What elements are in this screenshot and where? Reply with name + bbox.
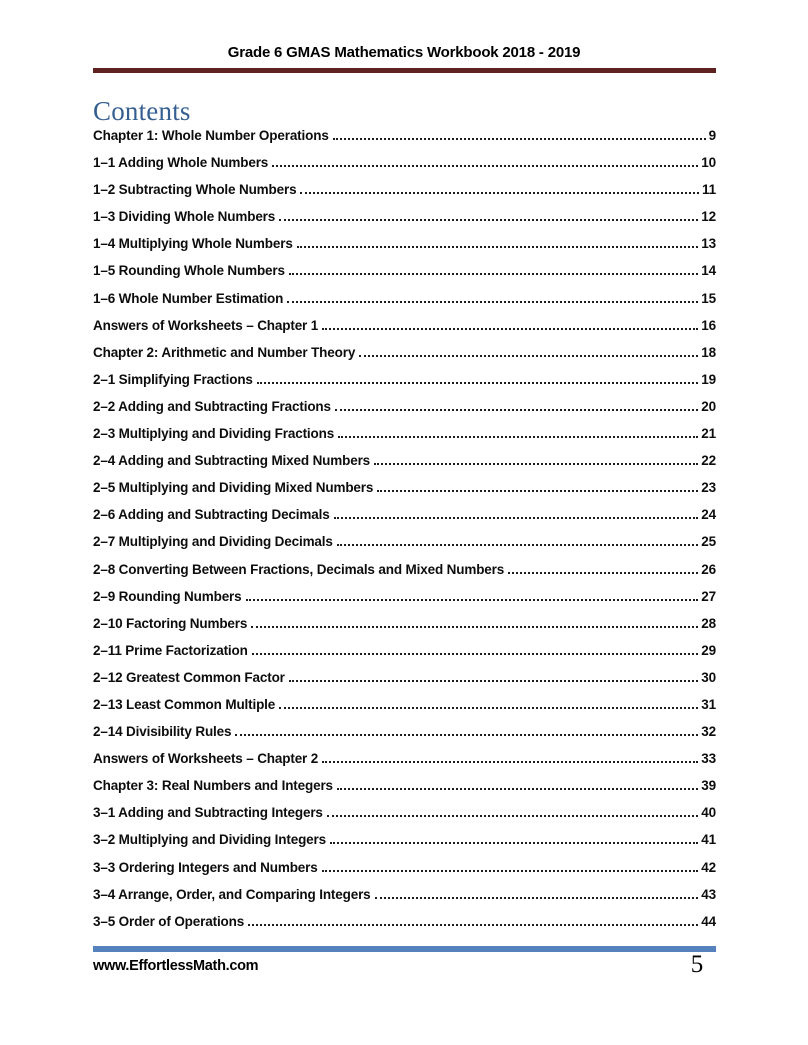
toc-entry [93,507,716,534]
toc-entry [93,345,716,372]
dot-leader [359,355,698,357]
dot-leader [257,382,698,384]
toc-entry-page-number: 12 [701,209,716,225]
toc-entry-label: 2–3 Multiplying and Dividing Fractions [93,426,335,442]
toc-entry [93,562,716,589]
dot-leader [248,924,698,926]
dot-leader [374,463,698,465]
toc-entry-label: 2–8 Converting Between Fractions, Decimals and Mixed Numbers [93,561,505,577]
toc-entry-page-number: 24 [701,507,716,523]
dot-leader [337,544,699,546]
toc-entry-page-number: 21 [701,426,716,442]
toc-entry [93,263,716,290]
toc-entry [93,643,716,670]
toc-entry-page-number: 10 [701,155,716,171]
toc-entry-label: 2–11 Prime Factorization [93,642,248,658]
toc-entry [93,453,716,480]
dot-leader [322,870,699,872]
toc-entry [93,236,716,263]
dot-leader [377,490,698,492]
dot-leader [375,897,699,899]
toc-entry-page-number: 13 [701,236,716,252]
toc-entry-page-number: 43 [701,886,716,902]
toc-entry-label: 2–5 Multiplying and Dividing Mixed Numbers [93,480,374,496]
toc-entry-page-number: 39 [701,778,716,794]
toc-entry-label: Chapter 2: Arithmetic and Number Theory [93,344,356,360]
toc-entry [93,860,716,887]
toc-entry [93,209,716,236]
toc-entry [93,670,716,697]
toc-entry-label: 1–5 Rounding Whole Numbers [93,263,285,279]
toc-entry [93,697,716,724]
toc-entry-page-number: 25 [701,534,716,550]
toc-entry-page-number: 20 [701,398,716,414]
toc-entry-label: 2–1 Simplifying Fractions [93,371,253,387]
table-of-contents [93,128,716,941]
toc-entry-page-number: 33 [701,751,716,767]
toc-entry-label: 1–4 Multiplying Whole Numbers [93,236,293,252]
toc-entry [93,155,716,182]
toc-entry-page-number: 41 [701,832,716,848]
toc-entry [93,128,716,155]
dot-leader [508,572,698,574]
dot-leader [338,436,698,438]
contents-heading: Contents [93,96,191,126]
dot-leader [333,138,706,140]
toc-entry-label: 1–6 Whole Number Estimation [93,290,284,306]
dot-leader [272,165,698,167]
toc-entry [93,887,716,914]
dot-leader [330,842,698,844]
dot-leader [334,517,699,519]
toc-entry-label: 3–3 Ordering Integers and Numbers [93,859,318,875]
toc-entry-page-number: 16 [701,317,716,333]
toc-entry-label: 1–1 Adding Whole Numbers [93,155,269,171]
toc-entry-label: 2–12 Greatest Common Factor [93,669,285,685]
toc-entry [93,534,716,561]
toc-entry-page-number: 29 [701,642,716,658]
dot-leader [335,409,698,411]
toc-entry [93,480,716,507]
toc-entry [93,291,716,318]
toc-entry [93,724,716,751]
toc-entry-label: 2–10 Factoring Numbers [93,615,248,631]
toc-entry [93,778,716,805]
toc-entry-page-number: 32 [701,724,716,740]
toc-entry [93,914,716,941]
toc-entry-page-number: 26 [701,561,716,577]
toc-entry-label: 3–5 Order of Operations [93,913,245,929]
toc-entry-page-number: 14 [701,263,716,279]
toc-entry [93,616,716,643]
toc-entry [93,372,716,399]
toc-entry [93,426,716,453]
toc-entry-label: Answers of Worksheets – Chapter 2 [93,751,319,767]
toc-entry-label: 3–4 Arrange, Order, and Comparing Integers [93,886,371,902]
dot-leader [251,626,698,628]
toc-entry [93,805,716,832]
toc-entry [93,589,716,616]
toc-entry-page-number: 42 [701,859,716,875]
dot-leader [297,246,699,248]
toc-entry-label: 2–14 Divisibility Rules [93,724,232,740]
page-header-title: Grade 6 GMAS Mathematics Workbook 2018 - 2019 [227,44,581,61]
dot-leader [246,599,699,601]
toc-entry-page-number: 28 [701,615,716,631]
dot-leader [279,707,698,709]
toc-entry-label: 2–13 Least Common Multiple [93,696,276,712]
dot-leader [300,192,699,194]
dot-leader [279,219,698,221]
dot-leader [322,328,698,330]
toc-entry-label: 2–9 Rounding Numbers [93,588,242,604]
dot-leader [337,788,698,790]
toc-entry-page-number: 23 [701,480,716,496]
dot-leader [252,653,699,655]
toc-entry-label: 3–1 Adding and Subtracting Integers [93,805,323,821]
toc-entry-label: 1–2 Subtracting Whole Numbers [93,182,297,198]
toc-entry-page-number: 9 [708,128,716,143]
toc-entry-label: 1–3 Dividing Whole Numbers [93,209,276,225]
dot-leader [322,761,698,763]
toc-entry [93,751,716,778]
toc-entry-page-number: 27 [701,588,716,604]
dot-leader [289,680,699,682]
toc-entry [93,182,716,209]
toc-entry-label: Chapter 3: Real Numbers and Integers [93,778,333,794]
footer-website-text: www.EffortlessMath.com [93,958,259,974]
dot-leader [287,301,698,303]
toc-entry-page-number: 44 [701,913,716,929]
header-rule-divider [93,68,716,73]
toc-entry [93,399,716,426]
toc-entry-label: 2–4 Adding and Subtracting Mixed Numbers [93,453,371,469]
toc-entry-page-number: 40 [701,805,716,821]
footer-page-number: 5 [690,951,704,978]
toc-entry-label: Chapter 1: Whole Number Operations [93,128,329,143]
toc-entry-page-number: 22 [701,453,716,469]
toc-entry-page-number: 31 [701,696,716,712]
toc-entry-page-number: 19 [701,371,716,387]
toc-entry-label: 2–7 Multiplying and Dividing Decimals [93,534,333,550]
toc-entry-label: Answers of Worksheets – Chapter 1 [93,317,319,333]
toc-entry-label: 3–2 Multiplying and Dividing Integers [93,832,326,848]
toc-entry-label: 2–6 Adding and Subtracting Decimals [93,507,330,523]
toc-entry-page-number: 18 [701,344,716,360]
toc-entry-label: 2–2 Adding and Subtracting Fractions [93,398,331,414]
footer-rule-divider [93,946,716,952]
dot-leader [327,815,699,817]
toc-entry-page-number: 11 [702,182,716,198]
toc-entry [93,832,716,859]
toc-entry-page-number: 30 [701,669,716,685]
dot-leader [289,273,698,275]
dot-leader [235,734,698,736]
toc-entry-page-number: 15 [701,290,716,306]
toc-entry [93,318,716,345]
